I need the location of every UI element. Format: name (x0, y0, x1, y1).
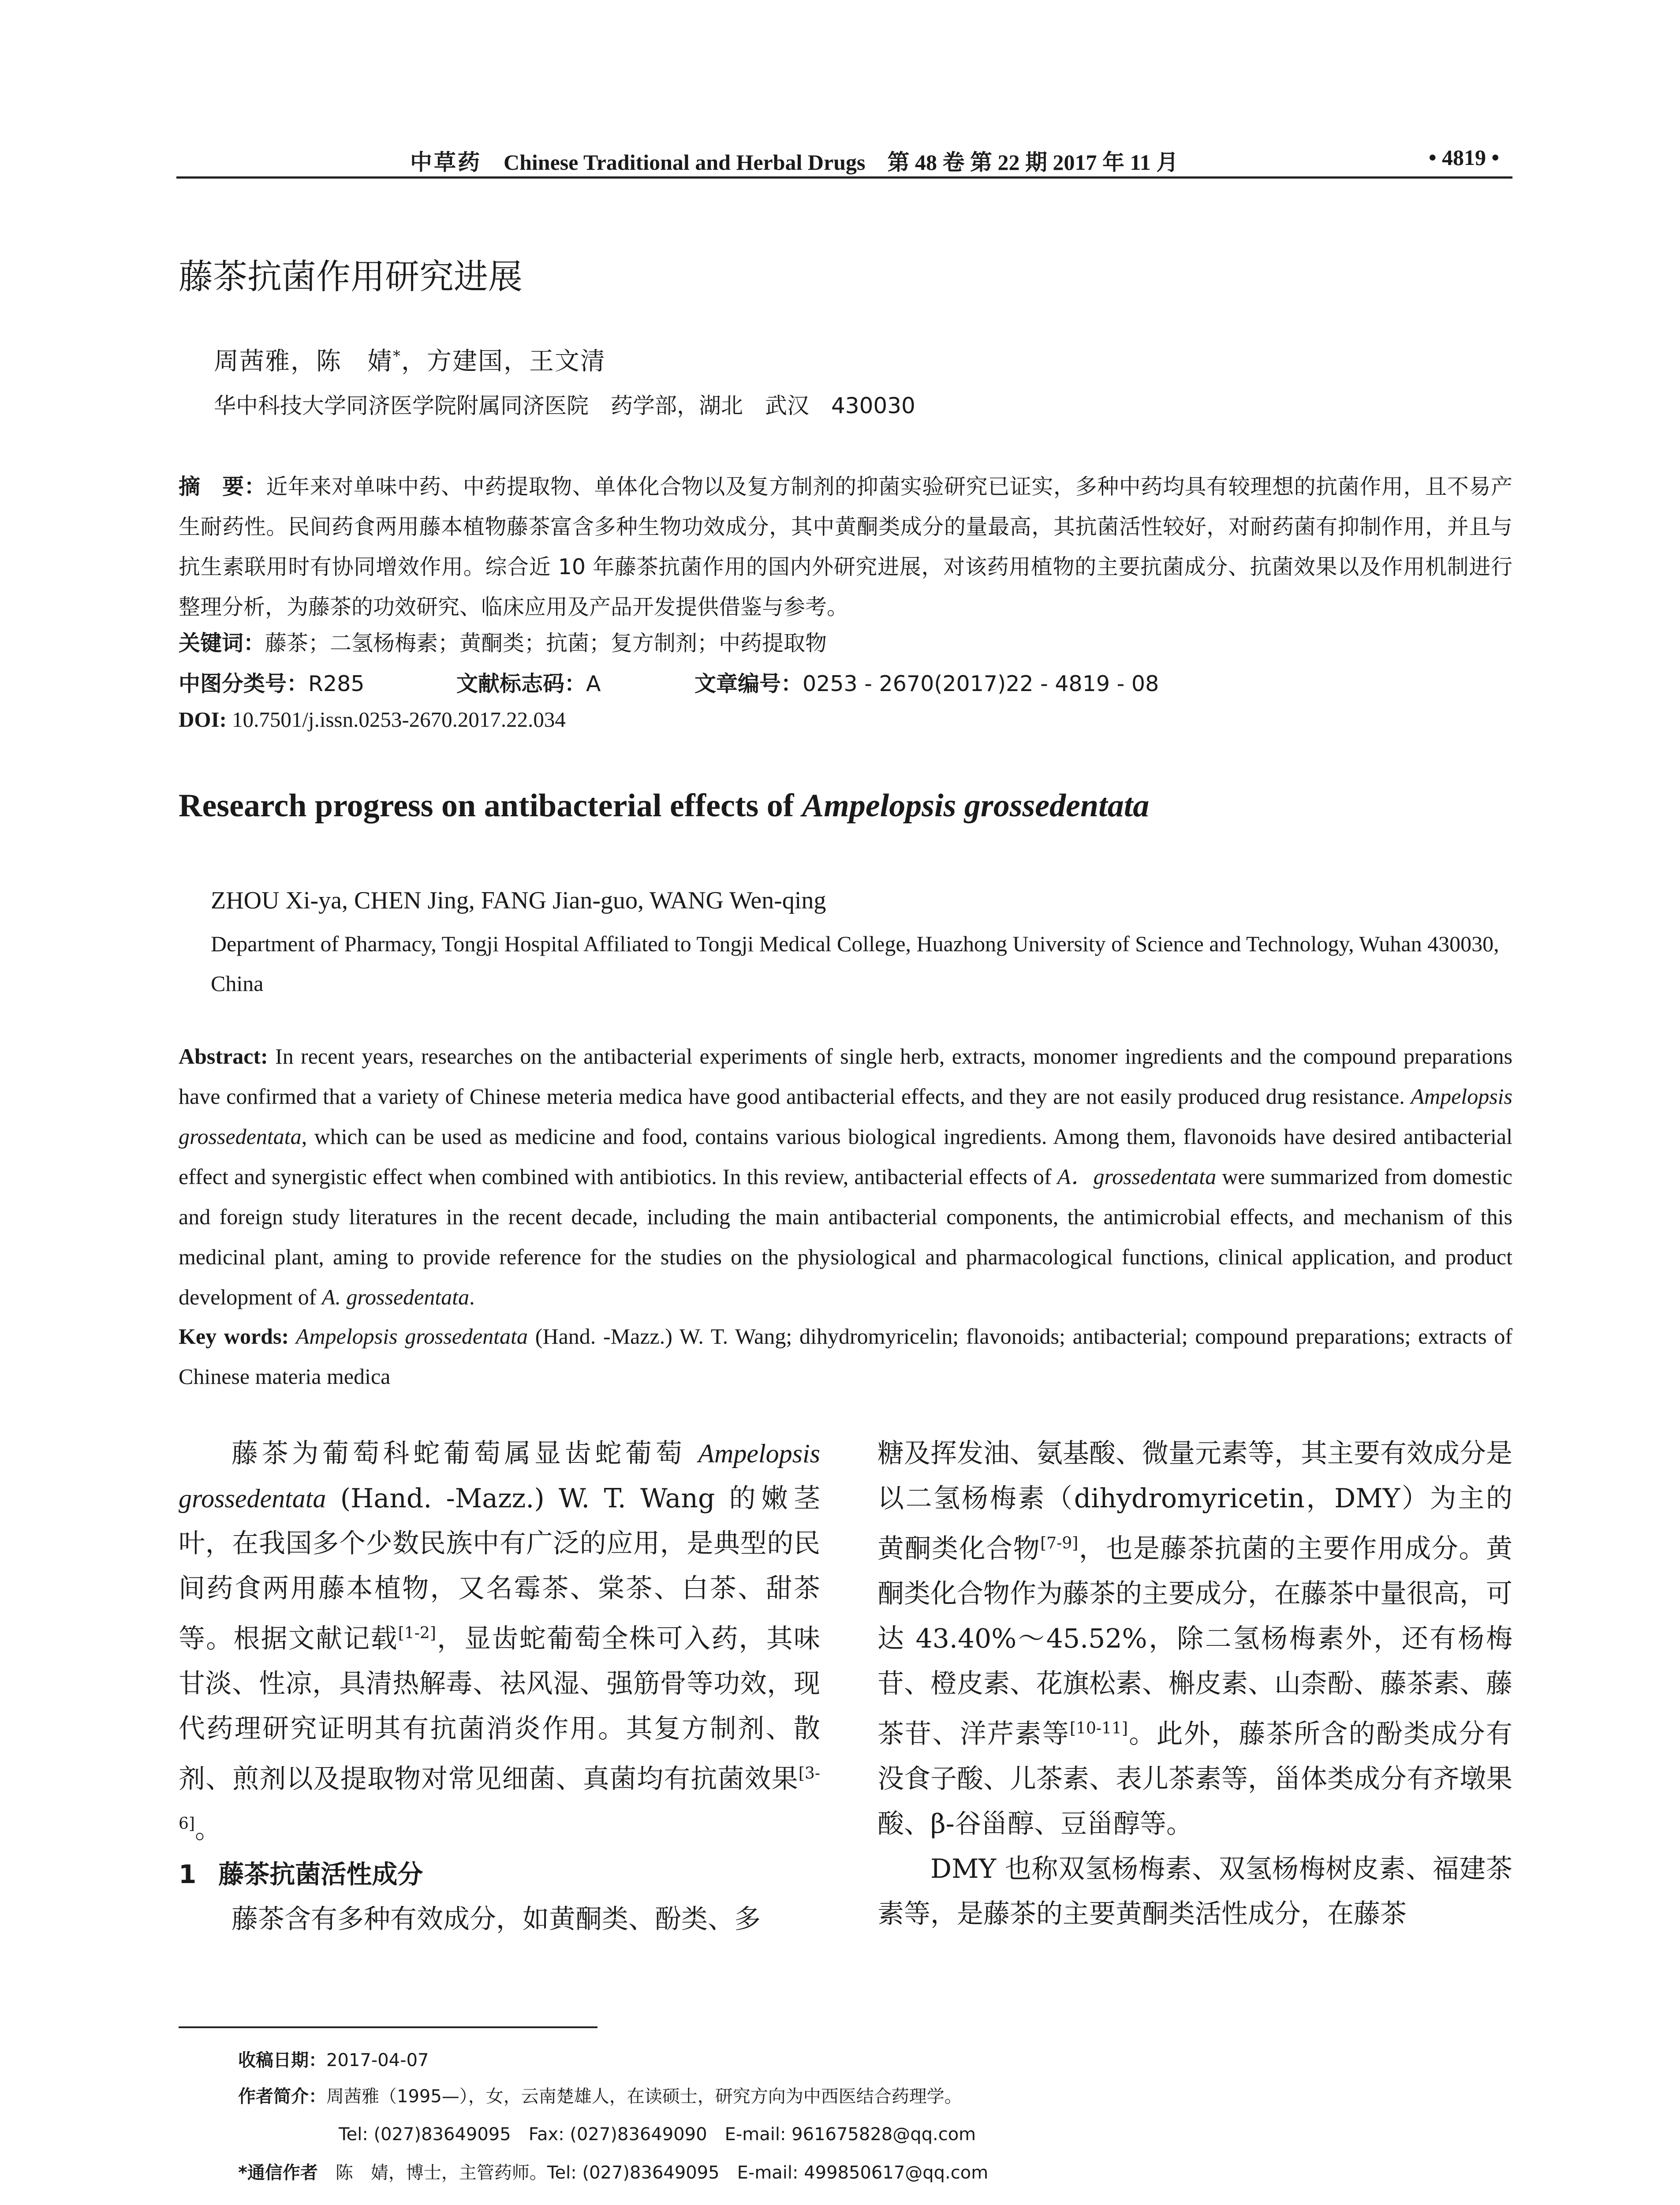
footnote-rule (179, 2026, 597, 2028)
article-title-en (179, 787, 1149, 825)
keywords-en-rest: (Hand. -Mazz.) W. T. Wang; dihydromyricelin; flavonoids; antibacterial; compound preparations; extracts of Chinese materia medica (179, 1324, 1512, 1389)
authors-cn-part1: 周茜雅，陈 婧 (214, 347, 393, 376)
clc-label: 中图分类号： (179, 671, 309, 696)
journal-name-cn: 中草药 (410, 149, 482, 175)
corresponding-info: 陈 婧，博士，主管药师。Tel: (027)83649095 E-mail: 499850617@qq.com (317, 2163, 989, 2183)
abstract-en-part2: , which can be used as medicine and food, contains various biological ingredients. Among them, flavonoids have desired antibacterial effect and synergistic effect when combined with antibiotics. In this review, antibacterial effects of (179, 1124, 1512, 1189)
abstract-en-part4: . (469, 1285, 475, 1309)
document-code-label: 文献标志码： (456, 671, 586, 696)
keywords-en-species: Ampelopsis grossedentata (289, 1324, 528, 1349)
keywords-en (179, 1316, 1512, 1397)
keywords-cn-text: 藤茶；二氢杨梅素；黄酮类；抗菌；复方制剂；中药提取物 (265, 631, 827, 656)
footnote-corresponding (238, 2159, 988, 2184)
abstract-en-species2: A．grossedentata (1057, 1164, 1217, 1189)
authors-en: ZHOU Xi-ya, CHEN Jing, FANG Jian-guo, WANG Wen-qing (211, 887, 826, 914)
keywords-cn-label: 关键词： (179, 631, 265, 656)
page-number: • 4819 • (1428, 145, 1499, 170)
keywords-en-label: Key words: (179, 1324, 289, 1349)
abstract-en-label: Abstract: (179, 1044, 268, 1069)
abstract-cn (179, 467, 1512, 627)
doi-line (179, 707, 566, 732)
article-title-cn: 藤茶抗菌作用研究进展 (179, 257, 523, 297)
citation-ref[interactable]: [1-2] (398, 1624, 436, 1642)
received-date: 2017-04-07 (326, 2050, 429, 2070)
body-column-right (877, 1431, 1512, 1936)
authors-cn-part2: ，方建国，王文清 (401, 347, 606, 376)
title-en-plain: Research progress on antibacterial effects of (179, 788, 802, 824)
article-number-label: 文章编号： (694, 671, 803, 696)
section-paragraph: 藤茶含有多种有效成分，如黄酮类、酚类、多 (231, 1904, 761, 1935)
abstract-cn-label: 摘 要： (179, 474, 266, 499)
affiliation-cn: 华中科技大学同济医学院附属同济医院 药学部，湖北 武汉 430030 (214, 393, 915, 419)
affiliation-en: Department of Pharmacy, Tongji Hospital Affiliated to Tongji Medical College, Huazhong University of Science and Technology, Wuhan 430030, China (211, 931, 1499, 996)
footnote-author-contact: Tel: (027)83649095 Fax: (027)83649090 E-mail: 961675828@qq.com (339, 2124, 976, 2145)
intro-text-a: 藤茶为葡萄科蛇葡萄属显齿蛇葡萄 (231, 1438, 698, 1469)
footnote-received (238, 2046, 429, 2071)
intro-text-c: ，显齿蛇葡萄全株可入药，其味甘淡、性凉，具清热解毒、祛风湿、强筋骨等功效，现代药理研究证明其有抗菌消炎作用。其复方制剂、散剂、煎剂以及提取物对常见细菌、真菌均有抗菌效果 (179, 1623, 821, 1794)
running-header (176, 140, 1512, 180)
citation-ref[interactable]: [3-6] (179, 1764, 820, 1833)
title-en-species: Ampelopsis grossedentata (802, 788, 1150, 824)
article-number (694, 667, 1159, 698)
doi-link[interactable]: 10.7501/j.issn.0253-2670.2017.22.034 (232, 707, 566, 732)
abstract-en-species1: Ampelopsis grossedentata (179, 1084, 1512, 1149)
abstract-en-species3: A. grossedentata (321, 1285, 470, 1309)
authors-cn (214, 342, 606, 377)
author-bio: 周茜雅（1995—），女，云南楚雄人，在读硕士，研究方向为中西医结合药理学。 (326, 2086, 962, 2107)
document-code-value: A (586, 671, 601, 696)
intro-paragraph (179, 1431, 820, 1852)
continued-text-a: 糖及挥发油、氨基酸、微量元素等，其主要有效成分是以二氢杨梅素（dihydromyricetin，DMY）为主的黄酮类化合物 (877, 1438, 1512, 1564)
keywords-cn (179, 626, 827, 657)
footnote-author (238, 2082, 962, 2108)
intro-text-b: (Hand. -Mazz.) W. T. Wang 的嫩茎叶，在我国多个少数民族中有广泛的应用，是典型的民间药食两用藤本植物，又名霉茶、棠茶、白茶、甜茶等。根据文献记载 (179, 1483, 820, 1654)
continued-text-c: 。此外，藤茶所含的酚类成分有没食子酸、儿茶素、表儿茶素等，甾体类成分有齐墩果酸、β-谷甾醇、豆甾醇等。 (877, 1719, 1513, 1839)
continued-text-b: ，也是藤茶抗菌的主要作用成分。黄酮类化合物作为藤茶的主要成分，在藤茶中量很高，可达 43.40%～45.52%，除二氢杨梅素外，还有杨梅苷、橙皮素、花旗松素、槲皮素、山柰酚、藤茶素、藤茶苷、洋芹素等 (877, 1533, 1513, 1749)
intro-text-d: 。 (194, 1814, 221, 1845)
body-column-left (179, 1431, 820, 1942)
corresponding-label: *通信作者 (238, 2163, 318, 2183)
document-code (456, 667, 601, 698)
section-heading (179, 1852, 820, 1897)
citation-ref[interactable]: [7-9] (1040, 1534, 1079, 1552)
abstract-en-part3: were summarized from domestic and foreign study literatures in the recent decade, including the main antibacterial components, the antimicrobial effects, and mechanism of this medicinal plant, aming to provide reference for the studies on the physiological and pharmacological functions, clinical application, and product development of (179, 1164, 1512, 1309)
corresponding-mark: * (393, 347, 401, 365)
author-label: 作者简介： (238, 2086, 326, 2107)
clc-number (179, 667, 365, 698)
article-number-value: 0253 - 2670(2017)22 - 4819 - 08 (803, 671, 1159, 696)
continued-paragraph (877, 1431, 1512, 1846)
doi-label: DOI: (179, 707, 227, 732)
header-rule (176, 176, 1512, 179)
received-label: 收稿日期： (238, 2050, 326, 2070)
citation-ref[interactable]: [10-11] (1070, 1719, 1128, 1738)
clc-value: R285 (308, 671, 365, 696)
abstract-en-part1: In recent years, researches on the antibacterial experiments of single herb, extracts, monomer ingredients and the compound preparations have confirmed that a variety of Chinese meteria medica have good antibacterial effects, and they are not easily produced drug resistance. (179, 1044, 1512, 1109)
abstract-en (179, 1036, 1512, 1317)
section-title: 藤茶抗菌活性成分 (218, 1859, 423, 1889)
dmy-paragraph: DMY 也称双氢杨梅素、双氢杨梅树皮素、福建茶素等，是藤茶的主要黄酮类活性成分，在藤茶 (877, 1854, 1512, 1929)
journal-header (410, 145, 1178, 176)
section-number: 1 (179, 1859, 197, 1889)
journal-issue-info: Chinese Traditional and Herbal Drugs 第 48 卷 第 22 期 2017 年 11 月 (504, 150, 1179, 175)
intro-species: Ampelopsis grossedentata (179, 1439, 820, 1513)
abstract-cn-text: 近年来对单味中药、中药提取物、单体化合物以及复方制剂的抑菌实验研究已证实，多种中药均具有较理想的抗菌作用，且不易产生耐药性。民间药食两用藤本植物藤茶富含多种生物功效成分，其中黄酮类成分的量最高，其抗菌活性较好，对耐药菌有抑制作用，并且与抗生素联用时有协同增效作用。综合近 10 年藤茶抗菌作用的国内外研究进展，对该药用植物的主要抗菌成分、抗菌效果以及作用机制进行整理分析，为藤茶的功效研究、临床应用及产品开发提供借鉴与参考。 (179, 474, 1512, 620)
